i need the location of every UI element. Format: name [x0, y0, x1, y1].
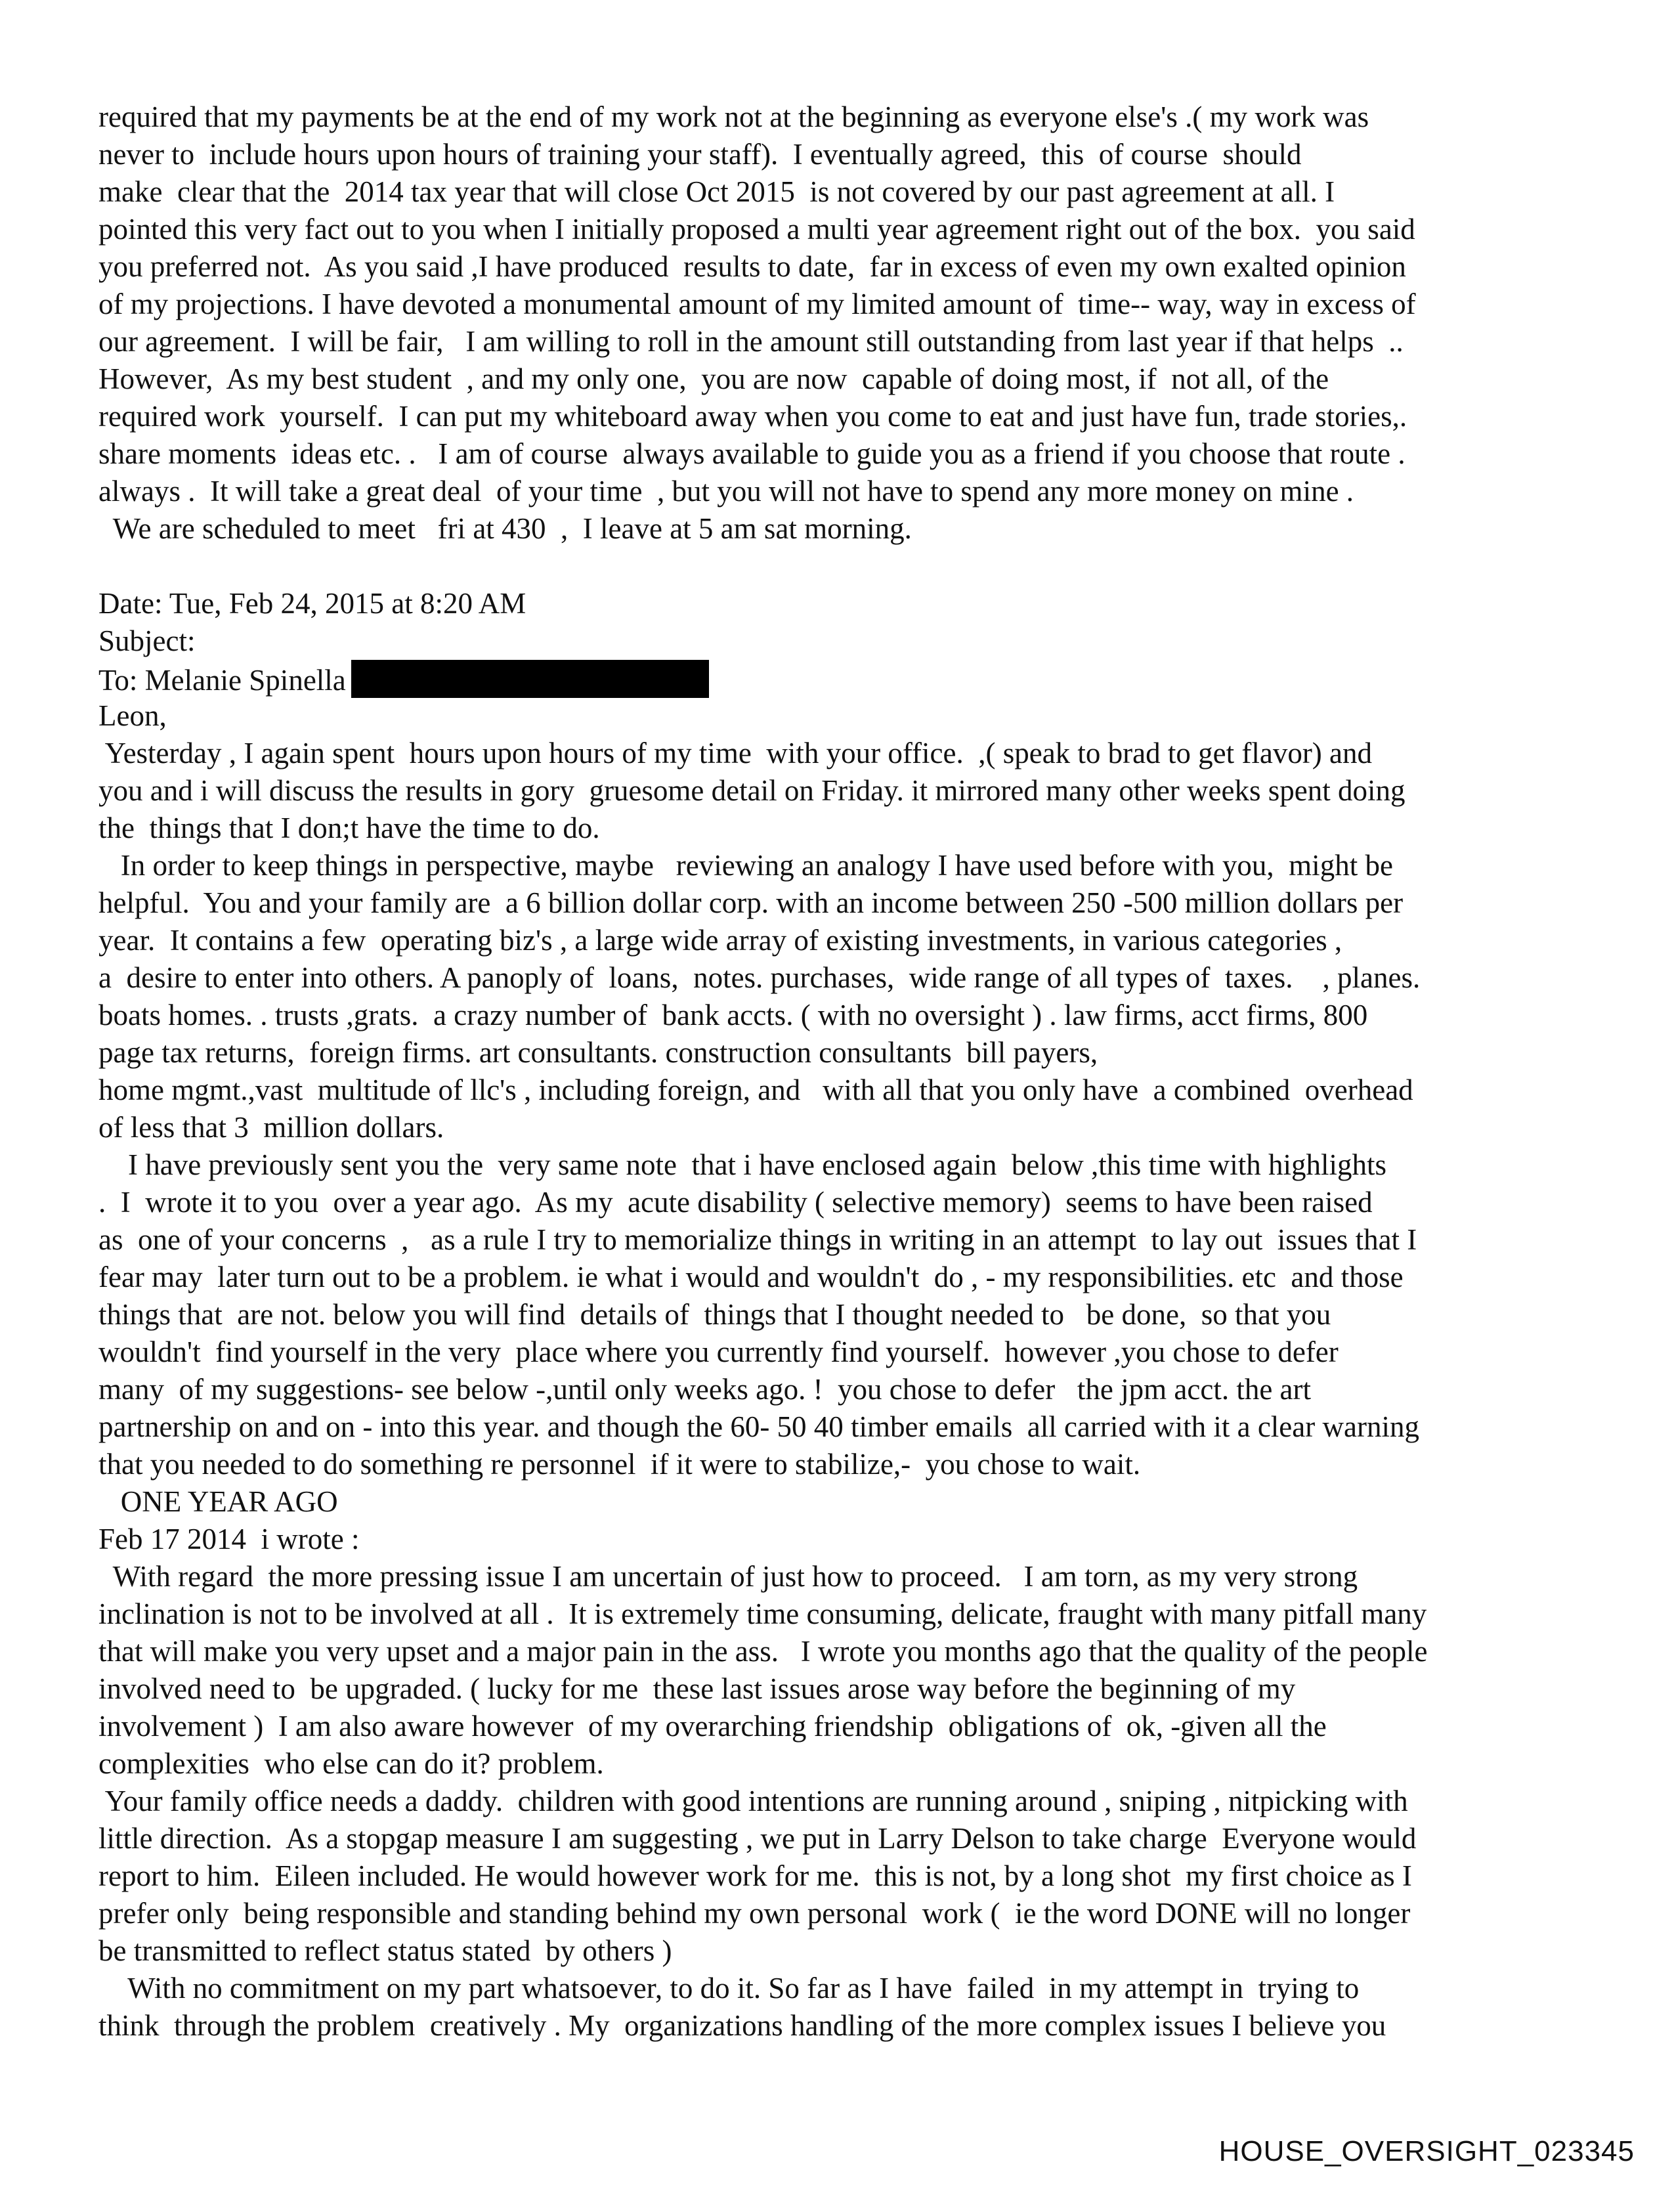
email-subject: Subject:: [98, 624, 196, 657]
body-text-line: complexities who else can do it? problem.: [98, 1747, 604, 1780]
body-text-line: always . It will take a great deal of your time , but you will not have to spend any more money on mine .: [98, 475, 1354, 508]
body-text-line: share moments ideas etc. . I am of course always available to guide you as a friend if you choose that route .: [98, 437, 1406, 470]
body-text-line: that will make you very upset and a major pain in the ass. I wrote you months ago that the quality of the people: [98, 1635, 1428, 1668]
body-text-line: be transmitted to reflect status stated by others ): [98, 1934, 672, 1967]
body-text-line: you and i will discuss the results in gory gruesome detail on Friday. it mirrored many other weeks spent doing: [98, 774, 1406, 807]
body-text-line: With no commitment on my part whatsoever, to do it. So far as I have failed in my attempt in trying to: [98, 1972, 1360, 2005]
body-text-line: little direction. As a stopgap measure I am suggesting , we put in Larry Delson to take charge Everyone would: [98, 1822, 1417, 1855]
body-text-line: However, As my best student , and my only one, you are now capable of doing most, if not all, of the: [98, 362, 1329, 395]
email-to: [98, 660, 709, 699]
body-text-line: wouldn't find yourself in the very place where you currently find yourself. however ,you chose to defer: [98, 1335, 1339, 1368]
redaction-box: [351, 660, 709, 698]
body-text-line: required work yourself. I can put my whiteboard away when you come to eat and just have fun, trade stories,.: [98, 400, 1407, 433]
body-text-line: In order to keep things in perspective, maybe reviewing an analogy I have used before with you, might be: [98, 849, 1393, 882]
body-text-line: as one of your concerns , as a rule I try to memorialize things in writing in an attempt to lay out issues that I: [98, 1223, 1417, 1256]
body-text-line: make clear that the 2014 tax year that will close Oct 2015 is not covered by our past agreement at all. I: [98, 175, 1335, 208]
body-text-line: partnership on and on - into this year. and though the 60- 50 40 timber emails all carried with it a clear warning: [98, 1410, 1419, 1443]
section-heading: ONE YEAR AGO: [98, 1485, 338, 1518]
body-text-line: many of my suggestions- see below -,until only weeks ago. ! you chose to defer the jpm acct. the art: [98, 1373, 1312, 1406]
body-text-line: fear may later turn out to be a problem. ie what i would and wouldn't do , - my responsibilities. etc and those: [98, 1261, 1404, 1293]
body-text-line: home mgmt.,vast multitude of llc's , including foreign, and with all that you only have a combined overhead: [98, 1073, 1413, 1106]
body-text-line: you preferred not. As you said ,I have produced results to date, far in excess of even my own exalted opinion: [98, 250, 1406, 283]
body-text-line: . I wrote it to you over a year ago. As my acute disability ( selective memory) seems to have been raised: [98, 1186, 1373, 1219]
email-to-text: To: Melanie Spinella: [98, 664, 346, 697]
email-greeting: Leon,: [98, 699, 167, 732]
body-text-line: a desire to enter into others. A panoply of loans, notes. purchases, wide range of all types of taxes. , planes.: [98, 961, 1421, 994]
body-text-line: involved need to be upgraded. ( lucky for me these last issues arose way before the beginning of my: [98, 1672, 1296, 1705]
body-text-line: think through the problem creatively . My organizations handling of the more complex issues I believe you: [98, 2009, 1386, 2042]
body-text-line: the things that I don;t have the time to do.: [98, 812, 600, 844]
body-text-line: Yesterday , I again spent hours upon hours of my time with your office. ,( speak to brad to get flavor) and: [98, 737, 1373, 770]
body-text-line: that you needed to do something re personnel if it were to stabilize,- you chose to wait.: [98, 1448, 1141, 1481]
body-text-line: inclination is not to be involved at all . It is extremely time consuming, delicate, fraught with many pitfall many: [98, 1597, 1427, 1630]
body-text-line: boats homes. . trusts ,grats. a crazy number of bank accts. ( with no oversight ) . law firms, acct firms, 800: [98, 999, 1368, 1031]
body-text-line: With regard the more pressing issue I am uncertain of just how to proceed. I am torn, as my very strong: [98, 1560, 1358, 1593]
body-text-line: our agreement. I will be fair, I am willing to roll in the amount still outstanding from last year if that helps ..: [98, 325, 1404, 358]
body-text-line: required that my payments be at the end of my work not at the beginning as everyone else's .( my work was: [98, 100, 1369, 133]
body-text-line: Feb 17 2014 i wrote :: [98, 1523, 360, 1555]
body-text-line: year. It contains a few operating biz's , a large wide array of existing investments, in various categories ,: [98, 924, 1342, 957]
body-text-line: I have previously sent you the very same note that i have enclosed again below ,this time with highlights: [98, 1148, 1387, 1181]
body-text-line: never to include hours upon hours of training your staff). I eventually agreed, this of course should: [98, 138, 1302, 171]
body-text-line: Your family office needs a daddy. children with good intentions are running around , sniping , nitpicking with: [98, 1785, 1408, 1817]
body-text-line: of my projections. I have devoted a monumental amount of my limited amount of time-- way, way in excess of: [98, 288, 1416, 320]
body-text-line: helpful. You and your family are a 6 billion dollar corp. with an income between 250 -500 million dollars per: [98, 886, 1404, 919]
body-text-line: prefer only being responsible and standing behind my own personal work ( ie the word DONE will no longer: [98, 1897, 1411, 1930]
body-text-line: pointed this very fact out to you when I initially proposed a multi year agreement right out of the box. you said: [98, 213, 1415, 246]
bates-number: HOUSE_OVERSIGHT_023345: [1218, 2135, 1635, 2167]
body-text-line: involvement ) I am also aware however of my overarching friendship obligations of ok, -given all the: [98, 1710, 1327, 1743]
body-text-line: page tax returns, foreign firms. art consultants. construction consultants bill payers,: [98, 1036, 1098, 1069]
body-text-line: of less that 3 million dollars.: [98, 1111, 444, 1144]
body-text-line: We are scheduled to meet fri at 430 , I leave at 5 am sat morning.: [98, 512, 912, 545]
body-text-line: report to him. Eileen included. He would however work for me. this is not, by a long shot my first choice as I: [98, 1859, 1412, 1892]
body-text-line: things that are not. below you will find details of things that I thought needed to be done, so that you: [98, 1298, 1331, 1331]
email-date: Date: Tue, Feb 24, 2015 at 8:20 AM: [98, 587, 526, 620]
